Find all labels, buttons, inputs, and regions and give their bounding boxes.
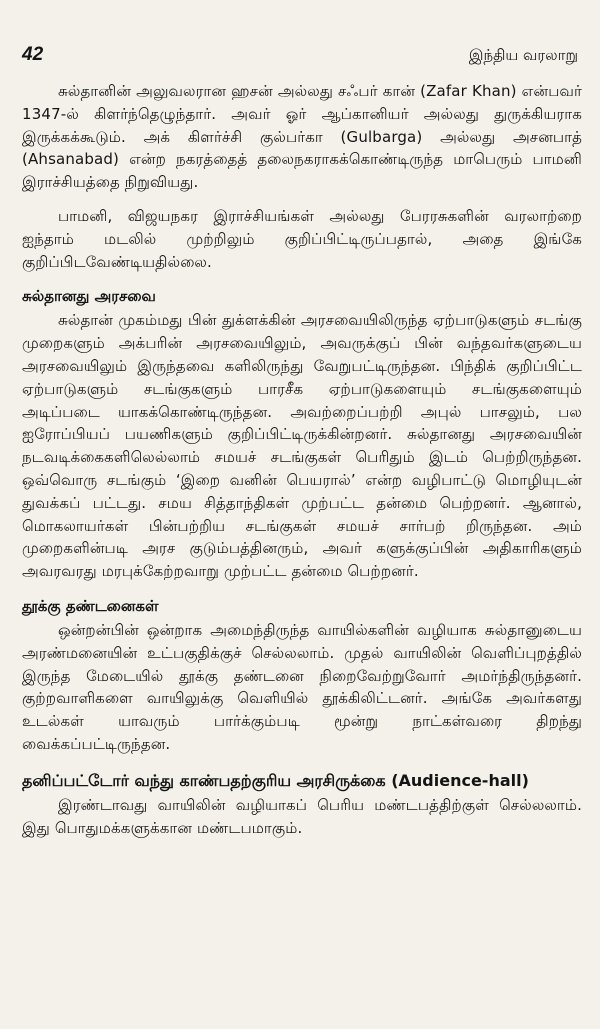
page-header <box>22 44 582 80</box>
page-number: 42 <box>22 44 44 65</box>
paragraph-zafar-khan: சுல்தானின் அலுவலரான ஹசன் அல்லது சஃபர் கான் (Zafar Khan) என்பவர் 1347-ல் கிளர்ந்தெழுந்தார். அவர் ஓர் ஆப்கானியர் அல்லது துருக்கியராக இருக்கக்கூடும். அக் கிளர்ச்சி குல்பர்கா (Gulbarga) அல்லது அசனபாத் (Ahsanabad) என்ற நகரத்தைத் தலைநகராகக்கொண்டிருந்த மாபெரும் பாமனி இராச்சியத்தை நிறுவியது. <box>22 82 582 192</box>
paragraph-executions: ஒன்றன்பின் ஒன்றாக அமைந்திருந்த வாயில்களின் வழியாக சுல்தானுடைய அரண்மனையின் உட்பகுதிக்குச் செல்லலாம். முதல் வாயிலின் வெளிப்புறத்தில் இருந்த மேடையில் தூக்கு தண்டனை நிறைவேற்றுவோர் அமர்ந்திருந்தனர். குற்றவாளிகளை வாயிலுக்கு வெளியில் தூக்கிலிட்டனர். அங்கே அவர்களது உடல்கள் யாவரும் பார்க்கும்படி மூன்று நாட்கள்வரை திறந்து வைக்கப்பட்டிருந்தன. <box>22 620 582 753</box>
section-heading-executions: தூக்கு தண்டனைகள் <box>22 596 159 615</box>
paragraph-court-ceremonies: சுல்தான் முகம்மது பின் துக்ளக்கின் அரசவையிலிருந்த ஏற்பாடுகளும் சடங்கு முறைகளும் அக்பரின் அரசவையிலும், அவருக்குப் பின் வந்தவர்களுடைய அரசவையிலும் இருந்தவை களிலிருந்து வேறுபட்டிருந்தன. பிந்திக் குறிப்பிட்ட ஏற்பாடுகளும் சடங்குகளும் பாரசீக ஏற்பாடுகளையும் சடங்குகளையும் அடிப்படை யாகக்கொண்டிருந்தன. அவற்றைப்பற்றி அபுல் பாசலும், பல ஐரோப்பியப் பயணிகளும் குறிப்பிட்டிருக்கின்றனர். சுல்தானது அரசவையின் நடவடிக்கைகளிலெல்லாம் சமயச் சடங்குகள் பெரிதும் இடம் பெற்றிருந்தன. ஒவ்வொரு சடங்கும் ‘இறை வனின் பெயரால்’ என்ற வழிபாட்டு மொழியுடன் துவக்கப் பட்டது. சமய சித்தாந்திகள் முற்பட்ட தன்மை பெற்றனர். ஆனால், மொகலாயர்கள் பின்பற்றிய சடங்குகள் சமயச் சார்பற் றிருந்தன. அம் முறைகளின்படி அரச குடும்பத்தினரும், அவர் களுக்குப்பின் அதிகாரிகளும் அவரவரது மரபுக்கேற்றவாறு முற்பட்ட தன்மை பெற்றனர். <box>22 311 582 581</box>
paragraph-audience-hall: இரண்டாவது வாயிலின் வழியாகப் பெரிய மண்டபத்திற்குள் செல்லலாம். இது பொதுமக்களுக்கான மண்டபமாகும். <box>22 795 582 837</box>
section-heading-audience-hall: தனிப்பட்டோர் வந்து காண்பதற்குரிய அரசிருக்கை (Audience-hall) <box>22 770 529 790</box>
paragraph-bahmani-vijayanagara: பாமனி, விஜயநகர இராச்சியங்கள் அல்லது பேரரசுகளின் வரலாற்றை ஐந்தாம் மடலில் முற்றிலும் குறிப்பிட்டிருப்பதால், அதை இங்கே குறிப்பிடவேண்டியதில்லை. <box>22 206 582 271</box>
section-heading-sultans-court: சுல்தானது அரசவை <box>22 287 156 306</box>
running-head: இந்திய வரலாறு <box>468 46 578 64</box>
